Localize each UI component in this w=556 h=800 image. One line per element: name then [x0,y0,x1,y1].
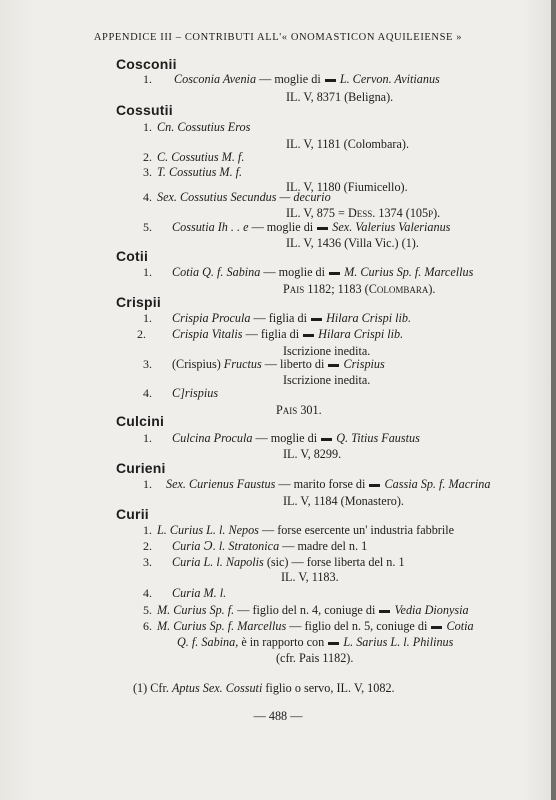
footnote-suffix: figlio o servo, [265,681,334,695]
person-name: Cossutia Ih . . e [172,220,249,234]
person-name: Curia L. l. Napolis [172,555,264,569]
entry-line [157,523,454,538]
related-person: Q. f. Sabina, [177,635,239,649]
person-name: Cosconia Avenia [174,72,257,86]
entry-number: 4. [143,586,152,600]
entry-number: 1. [143,72,152,86]
entry-number: 1. [143,265,152,279]
relation-text: — figlia di [253,311,307,325]
entry-number: 3. [143,555,152,569]
person-name: M. Curius Sp. f. Marcellus [157,619,287,633]
person-name: Curia M. l. [172,586,227,600]
relation-bar [321,438,332,441]
entry-number: 1. [143,120,152,134]
relation-bar [379,610,390,613]
person-name-prefix: (Crispius) [172,357,221,371]
entry-number: 4. [143,190,152,204]
relation-bar [369,484,380,487]
family-heading-curieni: Curieni [116,460,166,476]
relation-text: — figlio del n. 4, coniuge di [237,603,376,617]
person-name: M. Curius Sp. f. [157,603,235,617]
entry-line [174,72,440,87]
relation-bar [325,79,336,82]
person-name: Fructus [223,357,262,371]
entry-line [157,603,469,618]
relation-bar [329,272,340,275]
entry-line [157,619,474,634]
source-citation: (cfr. Pais 1182). [276,651,354,665]
relation-text: — marito forse di [278,477,366,491]
entry-line [172,327,403,342]
relation-bar [317,227,328,230]
family-heading-cosconii: Cosconii [116,56,177,72]
related-person: L. Sarius L. l. Philinus [343,635,454,649]
related-person: M. Curius Sp. f. Marcellus [344,265,474,279]
relation-bar [311,318,322,321]
related-person: Q. Titius Faustus [336,431,420,445]
relation-text: — moglie di [251,220,314,234]
source-citation: IL. V, 8371 (Beligna). [286,90,394,104]
related-person: Cotia [446,619,474,633]
family-heading-culcini: Culcini [116,413,165,429]
entry-line [166,477,490,492]
entry-line [172,539,367,554]
person-name: C]rispius [172,386,219,400]
person-name: Cotia Q. f. Sabina [172,265,261,279]
related-person: Hilara Crispi lib. [318,327,404,341]
source-citation: Iscrizione inedita. [283,344,371,358]
book-spine-edge [551,0,556,800]
entry-line [172,311,411,326]
source-citation: Iscrizione inedita. [283,373,371,387]
source-citation: IL. V, 1183. [281,570,339,584]
source-citation: IL. V, 1184 (Monastero). [283,494,404,508]
related-person: Sex. Valerius Valerianus [332,220,451,234]
entry-number: 1. [143,311,152,325]
relation-text: — moglie di [259,72,321,86]
entry-line [172,431,420,446]
relation-bar [303,334,314,337]
entry-number: 1. [143,523,152,537]
relation-bar [431,626,442,629]
family-heading-curii: Curii [116,506,149,522]
relation-bar [328,642,339,645]
footnote-name: Aptus Sex. Cossuti [171,681,263,695]
entry-line [172,357,385,372]
entry-number: 1. [143,431,152,445]
source-citation-a: IL. V, 875 [286,206,335,220]
related-person: Crispius [343,357,385,371]
source-citation: IL. V, 1181 (Colombara). [286,137,409,151]
related-person: Hilara Crispi lib. [326,311,412,325]
source-citation: IL. V, 8299. [283,447,342,461]
entry-number: 5. [143,220,152,234]
entry-number: 6. [143,619,152,633]
footnote-mark: (1) [133,681,148,695]
entry-number: 5. [143,603,152,617]
running-header: APPENDICE III – CONTRIBUTI ALL'« ONOMASTICON AQUILEIENSE » [93,32,463,43]
entry-number: 2. [143,150,152,164]
page-number: — 488 — [253,709,303,723]
footnote-prefix: Cfr. [150,681,169,695]
person-name: T. Cossutius M. f. [157,165,243,179]
person-name: Crispia Procula [172,311,251,325]
relation-text: — figlio del n. 5, coniuge di [289,619,428,633]
person-name: Cn. Cossutius Eros [157,120,251,134]
person-name: Curia Ↄ. l. Stratonica [172,539,280,553]
related-person: Vedia Dionysia [394,603,469,617]
entry-continuation [177,635,453,650]
source-citation: IL. V, 1180 (Fiumicello). [286,180,408,194]
relation-text: — forse esercente un' industria fabbrile [261,523,455,537]
entry-number: 2. [143,539,152,553]
source-citation: IL. V, 1436 (Villa Vic.) (1). [286,236,419,250]
person-name: Crispia Vitalis [172,327,243,341]
relation-text: — decurio [279,190,331,204]
footnote [133,681,395,696]
person-name: C. Cossutius M. f. [157,150,245,164]
relation-text: — figlia di [245,327,300,341]
relation-text: — moglie di [263,265,326,279]
person-name: Culcina Procula [172,431,253,445]
relation-text: — moglie di [255,431,318,445]
family-heading-cotii: Cotii [116,248,149,264]
entry-line [172,265,473,280]
family-heading-crispii: Crispii [116,294,161,310]
entry-line [172,220,450,235]
related-person: L. Cervon. Avitianus [339,72,440,86]
entry-number: 3. [143,165,152,179]
entry-line [157,190,331,205]
entry-number: 4. [143,386,152,400]
relation-text: (sic) — forse liberta del n. 1 [266,555,405,569]
relation-text: — madre del n. 1 [282,539,368,553]
person-name: Sex. Curienus Faustus [166,477,276,491]
entry-line [172,555,405,570]
source-citation: Pais 301. [276,403,322,417]
source-citation: Pais 1182; 1183 (Colombara). [283,282,436,296]
relation-text: — liberto di [264,357,325,371]
person-name: L. Curius L. l. Nepos [157,523,259,537]
source-citation-b: = Dess. 1374 (105p). [338,206,441,220]
person-name: Sex. Cossutius Secundus [157,190,277,204]
entry-number: 3. [143,357,152,371]
relation-bar [328,364,339,367]
related-person: Cassia Sp. f. Macrina [384,477,491,491]
relation-text: è in rapporto con [241,635,325,649]
entry-number: 1. [143,477,152,491]
source-citation [286,206,440,221]
family-heading-cossutii: Cossutii [116,102,173,118]
entry-number: 2. [137,327,146,341]
footnote-source: IL. V, 1082. [336,681,395,695]
